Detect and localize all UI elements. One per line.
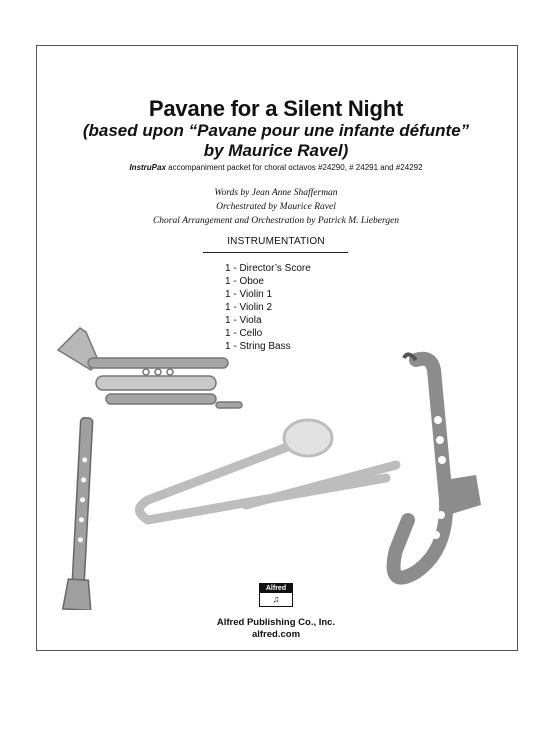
list-item: 1 - Director’s Score	[225, 263, 311, 274]
packet-brand: InstruPax	[129, 163, 166, 172]
alfred-music-icon: ♫	[272, 594, 280, 604]
credit-words: Words by Jean Anne Shafferman	[214, 188, 338, 198]
trumpet-illustration	[58, 328, 242, 408]
list-item: 1 - Viola	[225, 315, 262, 326]
list-item: 1 - String Bass	[225, 341, 291, 352]
publisher-url: alfred.com	[251, 629, 301, 640]
credits	[0, 186, 552, 228]
list-item: 1 - Violin 1	[225, 289, 273, 300]
logo-wordmark: Alfred	[260, 584, 292, 593]
page-title: Pavane for a Silent Night	[148, 96, 404, 121]
publisher-name: Alfred Publishing Co., Inc.	[216, 617, 336, 628]
subtitle-line-2: by Maurice Ravel)	[203, 141, 349, 160]
list-item: 1 - Oboe	[225, 276, 264, 287]
packet-note	[0, 163, 552, 172]
credit-orchestration: Orchestrated by Maurice Ravel	[216, 202, 336, 212]
list-item: 1 - Violin 2	[225, 302, 273, 313]
credit-arrangement: Choral Arrangement and Orchestration by Patrick M. Liebergen	[152, 216, 400, 226]
list-item: 1 - Cello	[225, 328, 263, 339]
instrumentation-heading: INSTRUMENTATION	[227, 236, 325, 247]
saxophone-illustration	[394, 354, 482, 577]
clarinet-illustration	[63, 417, 101, 610]
subtitle	[0, 121, 552, 161]
instrumentation-divider	[203, 252, 348, 253]
packet-text: accompaniment packet for choral octavos #24290, # 24291 and #24292	[165, 163, 423, 172]
instrument-illustrations	[36, 310, 518, 610]
alfred-logo	[259, 583, 293, 607]
publisher-block	[0, 617, 552, 641]
subtitle-line-1: (based upon “Pavane pour une infante défunte”	[82, 121, 470, 140]
trombone-illustration	[140, 420, 397, 520]
